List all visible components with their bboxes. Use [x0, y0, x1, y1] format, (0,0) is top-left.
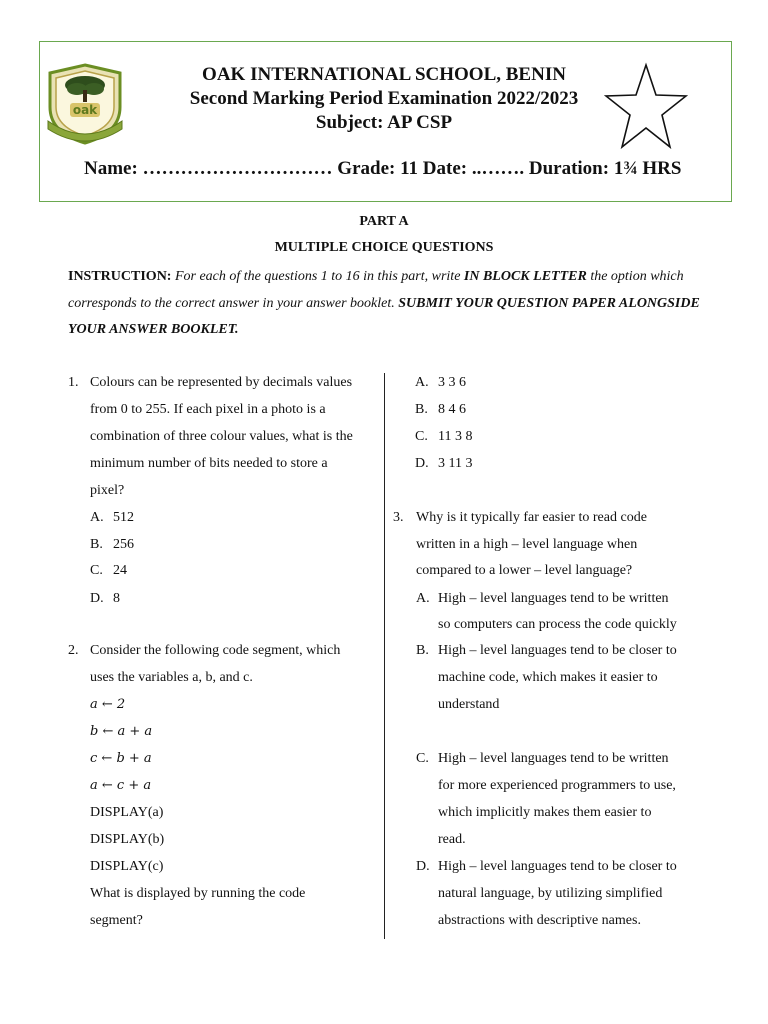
q1-option-letter: D. [90, 591, 104, 606]
q1-option-text: 8 [113, 591, 120, 606]
q1-option-letter: B. [90, 537, 103, 552]
q1-text-line: minimum number of bits needed to store a [90, 456, 328, 471]
q2-option-letter: A. [415, 375, 429, 390]
instruction-text-2: the option which corresponds to the correct answer in your answer booklet. [68, 269, 684, 311]
q2-code-line: c ← b + a [90, 751, 152, 766]
q3-text-line: written in a high – level language when [416, 537, 638, 552]
q3-option-text: read. [438, 832, 466, 847]
q3-option-text: High – level languages tend to be written [438, 591, 669, 606]
part-title: PART A [359, 214, 409, 229]
q2-option-letter: B. [415, 402, 428, 417]
q1-text-line: from 0 to 255. If each pixel in a photo is a [90, 402, 326, 417]
q2-option-text: 3 11 3 [438, 456, 473, 471]
student-info-line: Name: ………………………… Grade: 11 Date: ..……. Duration: 1¾ HRS [84, 158, 682, 179]
q2-intro-line: uses the variables a, b, and c. [90, 670, 253, 685]
q1-text-line: Colours can be represented by decimals values [90, 375, 353, 390]
q3-option-letter: A. [416, 591, 430, 606]
q3-option-text: natural language, by utilizing simplified [438, 886, 663, 901]
q2-code-line: a ← 2 [90, 697, 126, 712]
instruction-emphasis-1: IN BLOCK LETTER [463, 269, 587, 284]
q2-intro-line: Consider the following code segment, which [90, 643, 341, 658]
logo-text: oak [72, 103, 98, 117]
q1-number: 1. [68, 375, 79, 390]
section-title: MULTIPLE CHOICE QUESTIONS [274, 240, 494, 255]
q3-text-line: compared to a lower – level language? [416, 563, 633, 578]
q3-option-text: for more experienced programmers to use, [438, 778, 676, 793]
q2-option-text: 8 4 6 [438, 402, 466, 417]
q1-text-line: pixel? [90, 483, 125, 498]
q3-option-letter: D. [416, 859, 430, 874]
q2-question-line: segment? [90, 913, 143, 928]
exam-title: Second Marking Period Examination 2022/2023 [189, 88, 579, 109]
instruction-emphasis-2: SUBMIT YOUR QUESTION PAPER ALONGSIDE YOUR ANSWER BOOKLET. [68, 295, 700, 337]
school-name: OAK INTERNATIONAL SCHOOL, BENIN [202, 64, 566, 85]
q2-option-letter: D. [415, 456, 429, 471]
q2-display-line: DISPLAY(b) [90, 832, 165, 847]
q3-option-text: High – level languages tend to be closer to [438, 643, 677, 658]
q2-display-line: DISPLAY(a) [90, 805, 164, 820]
q3-option-text: High – level languages tend to be closer to [438, 859, 677, 874]
q1-option-text: 256 [113, 537, 134, 552]
instruction-block [68, 264, 708, 344]
instruction-text-1: For each of the questions 1 to 16 in this part, write [171, 269, 464, 284]
q3-text-line: Why is it typically far easier to read code [416, 510, 647, 525]
q3-option-letter: B. [416, 643, 429, 658]
instruction-label: INSTRUCTION: [68, 269, 172, 284]
q2-option-text: 11 3 8 [438, 429, 473, 444]
q1-option-text: 512 [113, 510, 134, 525]
q2-number: 2. [68, 643, 79, 658]
q3-option-text: High – level languages tend to be written [438, 751, 669, 766]
q3-option-text: understand [438, 697, 500, 712]
q3-number: 3. [393, 510, 404, 525]
q3-option-text: abstractions with descriptive names. [438, 913, 641, 928]
q2-display-line: DISPLAY(c) [90, 859, 164, 874]
q1-option-letter: A. [90, 510, 104, 525]
subject-line: Subject: AP CSP [315, 112, 453, 133]
q2-option-letter: C. [415, 429, 428, 444]
q2-code-line: a ← c + a [90, 778, 152, 793]
q2-option-text: 3 3 6 [438, 375, 466, 390]
q2-code-line: b ← a + a [90, 724, 153, 739]
q3-option-text: which implicitly makes them easier to [438, 805, 652, 820]
q2-question-line: What is displayed by running the code [90, 886, 306, 901]
q1-option-letter: C. [90, 563, 103, 578]
q1-text-line: combination of three colour values, what is the [90, 429, 353, 444]
q3-option-text: so computers can process the code quickly [438, 617, 677, 632]
q3-option-text: machine code, which makes it easier to [438, 670, 658, 685]
q1-option-text: 24 [113, 563, 127, 578]
q3-option-letter: C. [416, 751, 429, 766]
column-divider [384, 373, 385, 939]
